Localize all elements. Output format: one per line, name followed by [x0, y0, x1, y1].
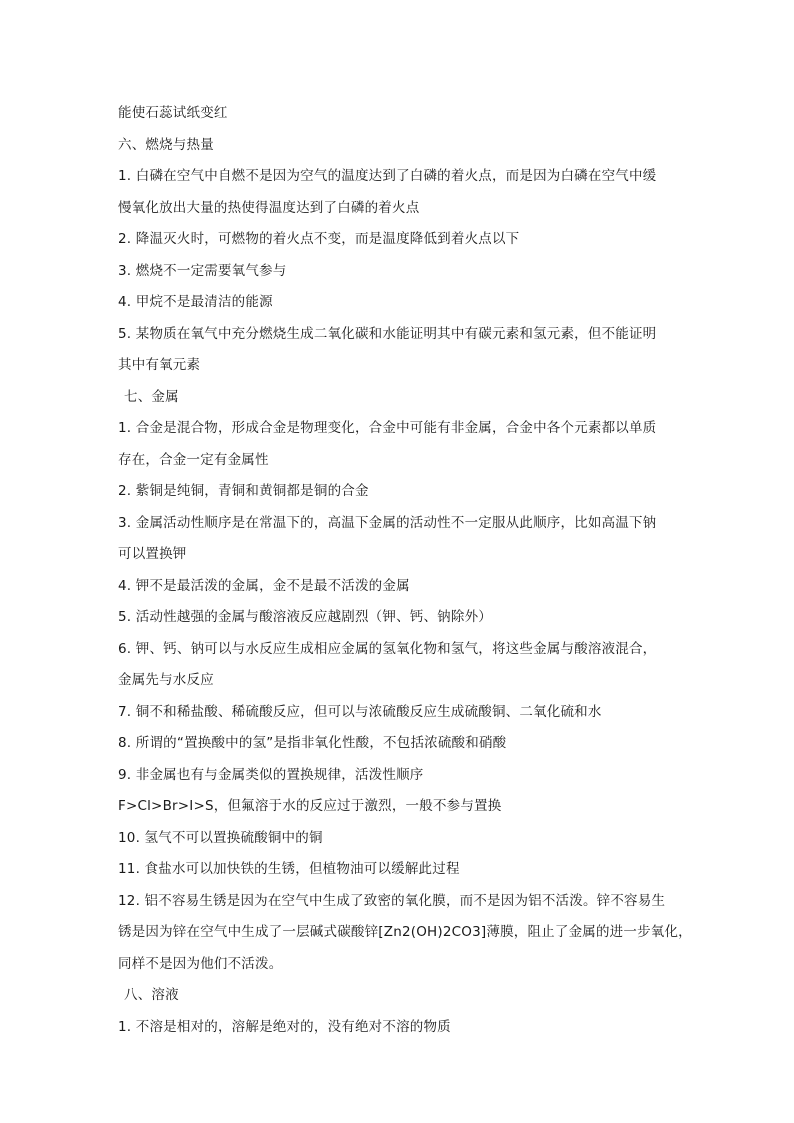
text-line: 6. 钾、钙、钠可以与水反应生成相应金属的氢氧化物和氢气，将这些金属与酸溶液混合， — [118, 640, 657, 657]
text-line: 4. 甲烷不是最清洁的能源 — [118, 294, 273, 310]
document-body — [118, 98, 692, 1043]
text-line: 3. 金属活动性顺序是在常温下的，高温下金属的活动性不一定服从此顺序，比如高温下钠 — [118, 514, 657, 531]
text-line: 1. 白磷在空气中自燃不是因为空气的温度达到了白磷的着火点，而是因为白磷在空气中缓 — [118, 168, 657, 184]
text-line: 4. 钾不是最活泼的金属，金不是最不活泼的金属 — [118, 577, 410, 594]
text-line: 其中有氧元素 — [118, 357, 201, 373]
text-line: 8. 所谓的“置换酸中的氢”是指非氧化性酸，不包括浓硫酸和硝酸 — [118, 735, 507, 751]
text-line: 2. 降温灭火时，可燃物的着火点不变，而是温度降低到着火点以下 — [118, 231, 520, 247]
section-heading: 七、金属 — [124, 388, 179, 405]
text-line: 可以置换钾 — [118, 546, 187, 562]
text-line: 金属先与水反应 — [118, 672, 214, 688]
text-line: 1. 不溶是相对的，溶解是绝对的，没有绝对不溶的物质 — [118, 1018, 451, 1035]
text-line: 10. 氢气不可以置换硫酸铜中的铜 — [118, 829, 323, 846]
text-line: 1. 合金是混合物，形成合金是物理变化，合金中可能有非金属，合金中各个元素都以单质 — [118, 420, 657, 436]
text-line: 慢氧化放出大量的热使得温度达到了白磷的着火点 — [118, 199, 420, 216]
text-line: 2. 紫铜是纯铜，青铜和黄铜都是铜的合金 — [118, 483, 369, 499]
text-line: 锈是因为锌在空气中生成了一层碱式碳酸锌[Zn2(OH)2CO3]薄膜，阻止了金属的进一步氧化， — [118, 924, 692, 940]
text-line: 9. 非金属也有与金属类似的置换规律，活泼性顺序 — [118, 766, 424, 783]
text-line: 能使石蕊试纸变红 — [118, 105, 228, 121]
text-line: 5. 活动性越强的金属与酸溶液反应越剧烈（钾、钙、钠除外） — [118, 609, 492, 625]
section-heading: 六、燃烧与热量 — [118, 136, 214, 153]
text-line: 11. 食盐水可以加快铁的生锈，但植物油可以缓解此过程 — [118, 861, 460, 877]
text-line: 7. 铜不和稀盐酸、稀硫酸反应，但可以与浓硫酸反应生成硫酸铜、二氧化硫和水 — [118, 703, 602, 720]
section-heading: 八、溶液 — [124, 987, 179, 1003]
text-line: 12. 铝不容易生锈是因为在空气中生成了致密的氧化膜，而不是因为铝不活泼。锌不容易生 — [118, 892, 666, 909]
text-line: F>Cl>Br>I>S，但氟溶于水的反应过于激烈，一般不参与置换 — [118, 798, 502, 814]
text-line: 存在，合金一定有金属性 — [118, 451, 269, 468]
text-line: 5. 某物质在氧气中充分燃烧生成二氧化碳和水能证明其中有碳元素和氢元素，但不能证明 — [118, 325, 657, 342]
text-line: 3. 燃烧不一定需要氧气参与 — [118, 262, 287, 279]
text-line: 同样不是因为他们不活泼。 — [118, 955, 283, 972]
